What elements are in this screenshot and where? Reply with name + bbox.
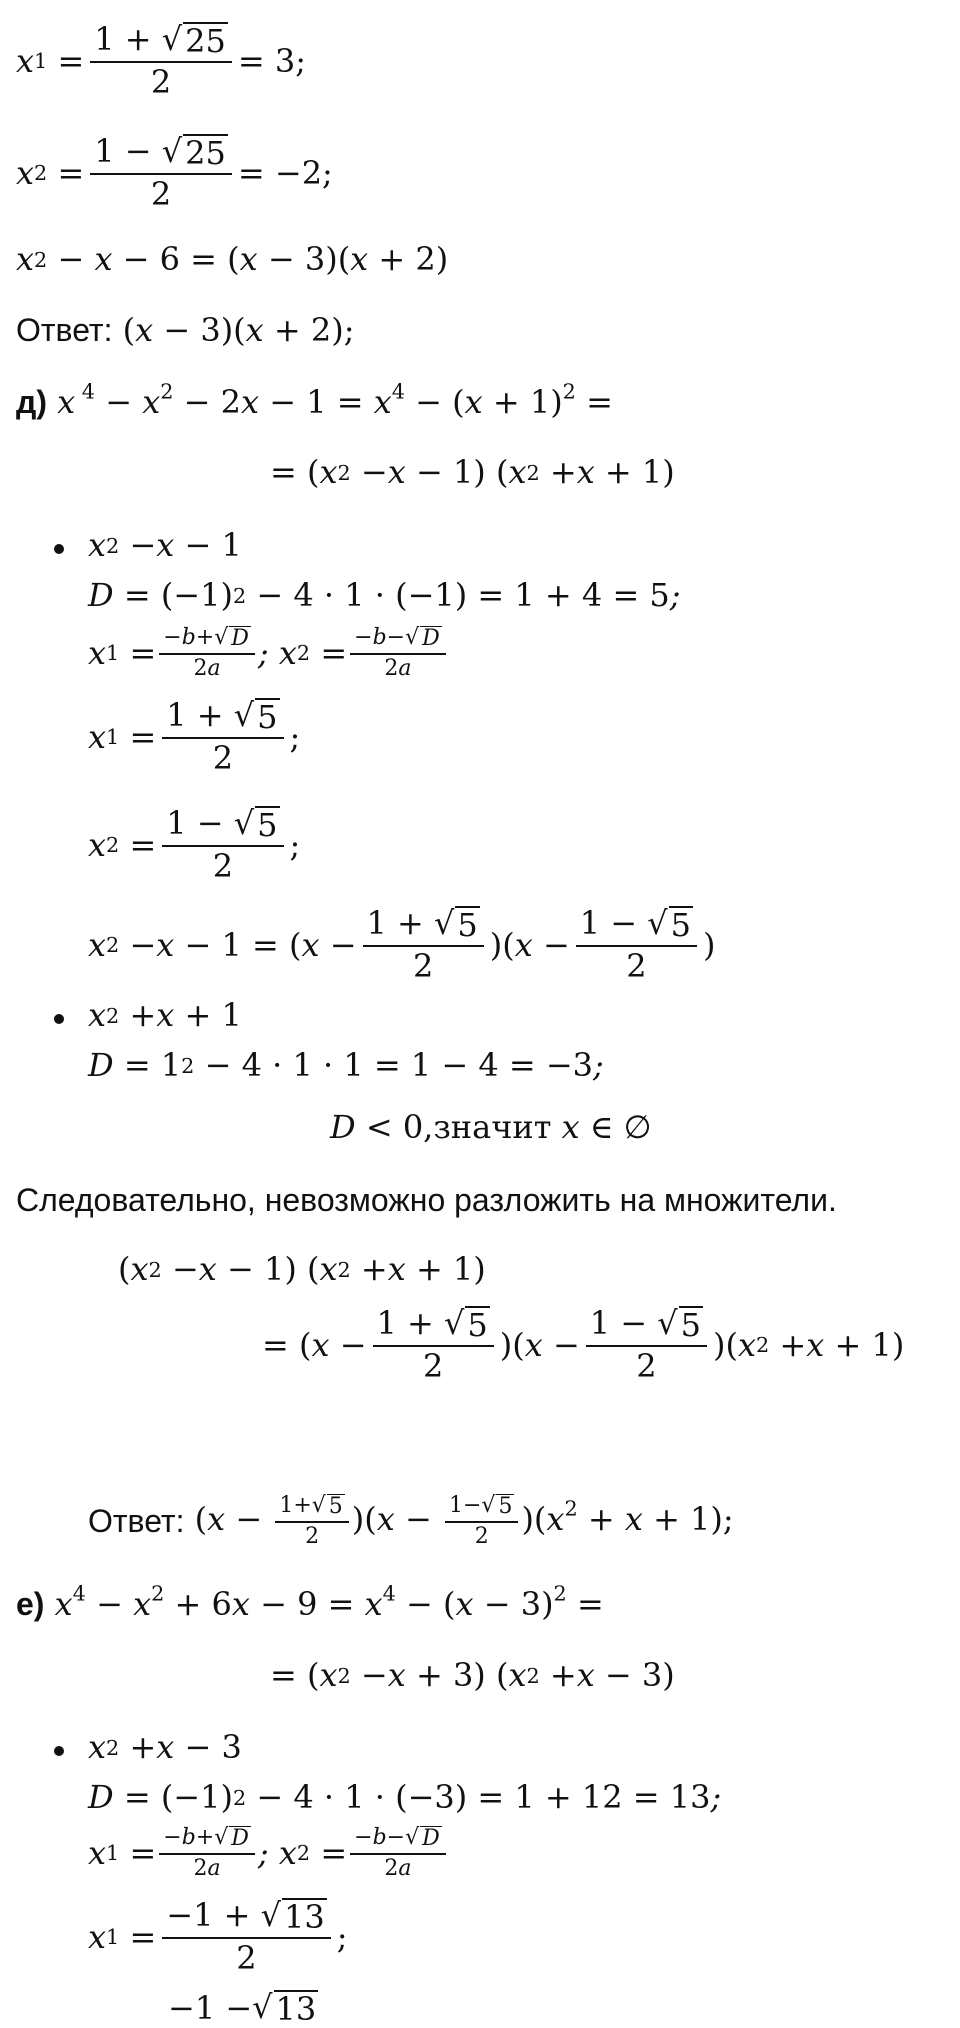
fraction: 1 − √ 5 2 — [586, 1306, 707, 1384]
d-bullet2-discriminant: D = 1 2 − 4 · 1 · 1 = 1 − 4 = −3 ; — [88, 1046, 604, 1084]
part-d-heading — [16, 379, 613, 421]
d-bullet1-x1: x 1 = 1 + √ 5 2 ; — [88, 696, 301, 778]
bullet-icon — [54, 544, 64, 554]
part-e-equation: $x^4 - x^2 + 6x - 9 = x^4 - (x - 3)^2$ = — [54, 1581, 604, 1623]
fraction: −b+ √ D 2a — [159, 1826, 255, 1881]
d-bullet1-head: x 2 − x − 1 — [88, 526, 242, 564]
fraction: 1+ √ 5 2 — [275, 1494, 348, 1549]
factorization-line: x 2 − x − 6 = ( x − 3)( x + 2) — [16, 240, 449, 278]
conclusion-word: значит — [433, 1108, 552, 1146]
fraction: 1 − √ 25 2 — [90, 134, 232, 212]
d-bullet1-factorization: x 2 − x − 1 = ( x − 1 + √ 5 2 )( x − 1 − √ 5 2 ) — [88, 904, 716, 986]
e-bullet1-x2-partial: −1 − √ 13 — [168, 1988, 317, 2028]
d-bullet2-head: x 2 + x + 1 — [88, 996, 242, 1034]
x2-equation-25: x 2 = 1 − √ 25 2 = −2; — [16, 132, 333, 214]
fraction: 1 − √ 5 2 — [576, 906, 697, 984]
fraction: 1 + √ 5 2 — [363, 906, 484, 984]
e-bullet1-formula: x 1 = −b+ √ D 2a ; x 2 = −b− √ D 2a — [88, 1826, 449, 1881]
part-e-label: е) — [16, 1586, 45, 1622]
part-e-equation-2: = ( x 2 − x + 3) ( x 2 + x − 3) — [270, 1656, 675, 1694]
answer-d-line — [88, 1494, 734, 1549]
bullet-icon — [54, 1014, 64, 1024]
answer-label: Ответ: — [88, 1502, 185, 1539]
d-product-line2: = ( x − 1 + √ 5 2 )( x − 1 − √ 5 2 )( x 2 + x + 1) — [262, 1304, 905, 1386]
fraction: −b− √ D 2a — [350, 1826, 446, 1881]
d-bullet1-x2: x 2 = 1 − √ 5 2 ; — [88, 804, 301, 886]
fraction: −b+ √ D 2a — [159, 626, 255, 681]
fraction: 1 + √ 25 2 — [90, 22, 232, 100]
fraction: 1 + √ 5 2 — [162, 698, 283, 776]
answer-math: (x − 3)(x + 2); — [112, 310, 355, 349]
fraction: 1 − √ 5 2 — [162, 806, 283, 884]
d-product-line1: ( x 2 − x − 1) ( x 2 + x + 1) — [118, 1250, 486, 1288]
part-d-equation: x $^4 - x^2 - 2x - 1 = x^4 - (x + 1)^2$ = — [57, 379, 613, 421]
d-bullet1-formula: x 1 = −b+ √ D 2a ; x 2 = −b− √ D 2a — [88, 626, 449, 681]
x1-equation-25: x 1 = 1 + √ 25 2 = 3; — [16, 20, 307, 102]
e-bullet1-x1: x 1 = −1 + √ 13 2 ; — [88, 1896, 348, 1978]
part-e-heading — [16, 1581, 604, 1623]
fraction: −b− √ D 2a — [350, 626, 446, 681]
part-d-label: д) — [16, 384, 47, 420]
e-bullet1-discriminant: D = (−1) 2 − 4 · 1 · (−3) = 1 + 12 = 13 ; — [88, 1778, 722, 1816]
fraction: −1 + √ 13 2 — [162, 1898, 330, 1976]
fraction: 1 + √ 5 2 — [373, 1306, 494, 1384]
d-bullet1-discriminant: D = (−1) 2 − 4 · 1 · (−1) = 1 + 4 = 5 ; — [88, 576, 681, 614]
d-bullet2-conclusion: D < 0, значит x ∈ ∅ — [330, 1108, 652, 1146]
part-d-equation-2: = ( x 2 − x − 1) ( x 2 + x + 1) — [270, 453, 675, 491]
answer-label: Ответ: — [16, 312, 113, 348]
bullet-icon — [54, 1746, 64, 1756]
answer-line — [16, 312, 354, 349]
fraction: 1− √ 5 2 — [445, 1494, 518, 1549]
therefore-text: Следовательно, невозможно разложить на множители. — [16, 1182, 837, 1218]
answer-math: (x − 1+ √ 5 2 )(x − 1− √ 5 2 )$(x^2 + x + 1)$; — [184, 1493, 734, 1549]
e-bullet1-head: x 2 + x − 3 — [88, 1728, 242, 1766]
